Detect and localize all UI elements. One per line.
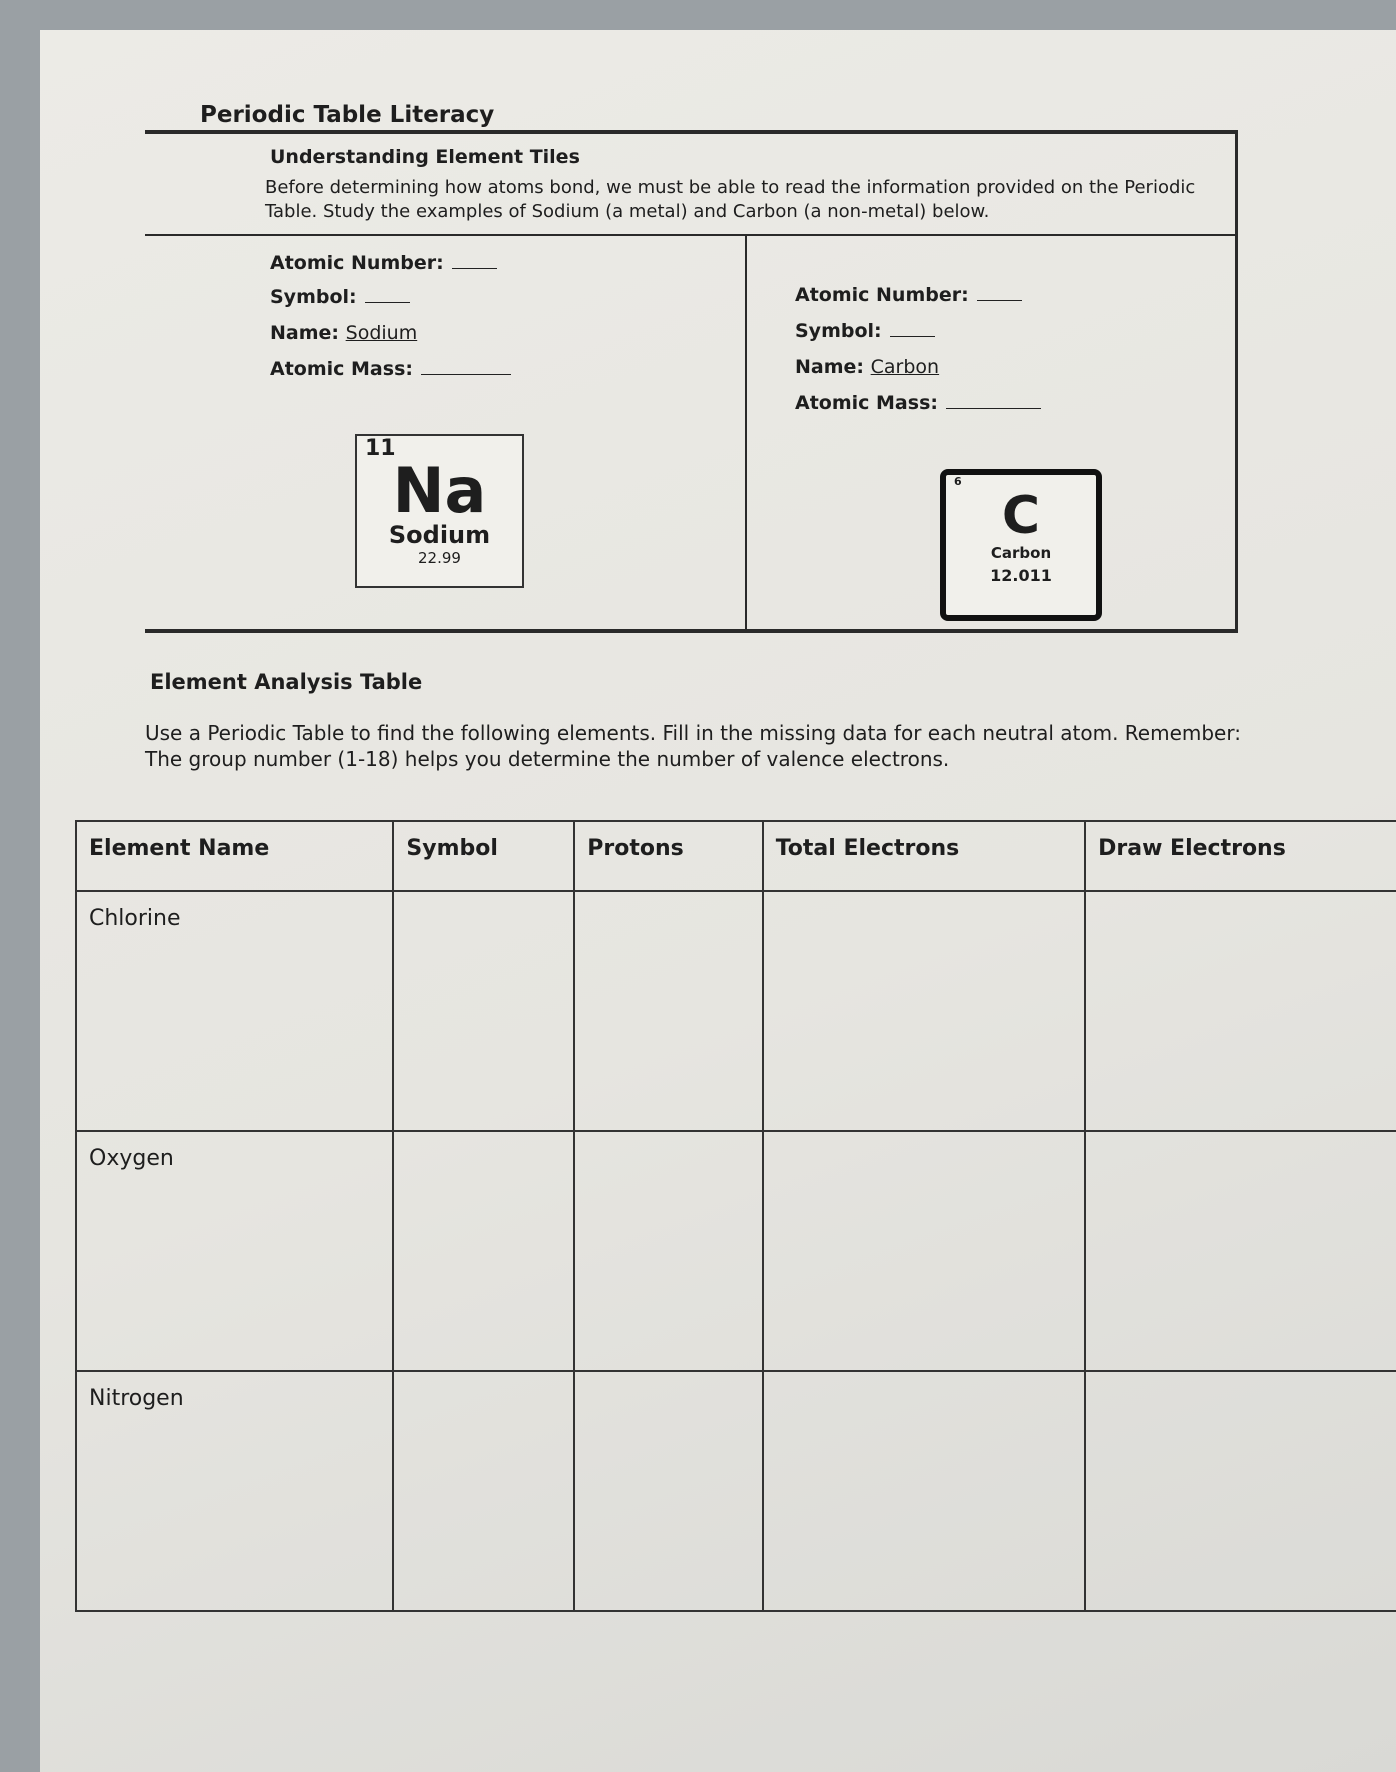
table-row xyxy=(76,891,1396,1131)
symbol-cell[interactable] xyxy=(393,891,574,1131)
label: Symbol: xyxy=(795,320,882,342)
element-symbol: Na xyxy=(392,454,487,527)
carbon-atomic-number-field[interactable] xyxy=(795,284,1022,306)
label: Atomic Number: xyxy=(270,252,444,274)
instructions-text: Use a Periodic Table to find the following elements. Fill in the missing data for each neutral atom. Remember: The group number (1-18) helps you determine the number of valence electrons. xyxy=(145,721,1241,771)
symbol-cell[interactable] xyxy=(393,1131,574,1371)
label: Atomic Number: xyxy=(795,284,969,306)
table-row xyxy=(76,1131,1396,1371)
carbon-element-tile xyxy=(940,469,1102,621)
protons-cell[interactable] xyxy=(574,891,762,1131)
symbol-cell[interactable] xyxy=(393,1371,574,1611)
worksheet-page xyxy=(40,30,1396,1772)
draw-electrons-cell[interactable] xyxy=(1085,1131,1396,1371)
column-header: Draw Electrons xyxy=(1085,821,1396,891)
intro-text: Before determining how atoms bond, we must be able to read the information provided on the Periodic Table. Study the examples of Sodium (a metal) and Carbon (a non-metal) below. xyxy=(265,177,1196,222)
element-name: Carbon xyxy=(990,544,1052,562)
atomic-number: 6 xyxy=(954,475,962,488)
column-header: Protons xyxy=(574,821,762,891)
blank[interactable] xyxy=(365,302,410,303)
blank[interactable] xyxy=(946,408,1041,409)
element-name: Sodium xyxy=(388,521,491,549)
sodium-atomic-number-field[interactable] xyxy=(270,252,497,274)
element-name-cell: Chlorine xyxy=(76,891,393,1131)
divider xyxy=(745,234,747,629)
carbon-name-field xyxy=(795,356,939,378)
value: Carbon xyxy=(870,356,940,378)
table-header-row xyxy=(76,821,1396,891)
blank[interactable] xyxy=(890,336,935,337)
column-header: Element Name xyxy=(76,821,393,891)
blank[interactable] xyxy=(452,268,497,269)
element-tiles-section xyxy=(145,130,1238,633)
label: Atomic Mass: xyxy=(795,392,938,414)
element-analysis-table xyxy=(75,820,1396,1612)
carbon-mass-field[interactable] xyxy=(795,392,1041,414)
section-heading: Element Analysis Table xyxy=(150,670,423,694)
blank[interactable] xyxy=(977,300,1022,301)
sodium-element-tile xyxy=(355,434,524,588)
label: Atomic Mass: xyxy=(270,358,413,380)
column-header: Symbol xyxy=(393,821,574,891)
sodium-symbol-field[interactable] xyxy=(270,286,410,308)
page-title: Periodic Table Literacy xyxy=(200,102,495,128)
element-symbol: C xyxy=(1001,486,1041,546)
sodium-mass-field[interactable] xyxy=(270,358,511,380)
protons-cell[interactable] xyxy=(574,1131,762,1371)
divider xyxy=(145,234,1235,236)
protons-cell[interactable] xyxy=(574,1371,762,1611)
value: Sodium xyxy=(345,322,418,344)
draw-electrons-cell[interactable] xyxy=(1085,891,1396,1131)
total-electrons-cell[interactable] xyxy=(763,1131,1085,1371)
section-heading: Understanding Element Tiles xyxy=(270,146,580,168)
element-name-cell: Nitrogen xyxy=(76,1371,393,1611)
label: Symbol: xyxy=(270,286,357,308)
element-name-cell: Oxygen xyxy=(76,1131,393,1371)
label: Name: xyxy=(795,356,865,378)
blank[interactable] xyxy=(421,374,511,375)
atomic-number: 11 xyxy=(365,436,396,461)
label: Name: xyxy=(270,322,340,344)
sodium-name-field xyxy=(270,322,417,344)
atomic-mass: 12.011 xyxy=(990,566,1052,585)
table-row xyxy=(76,1371,1396,1611)
atomic-mass: 22.99 xyxy=(418,549,461,567)
draw-electrons-cell[interactable] xyxy=(1085,1371,1396,1611)
total-electrons-cell[interactable] xyxy=(763,1371,1085,1611)
column-header: Total Electrons xyxy=(763,821,1085,891)
total-electrons-cell[interactable] xyxy=(763,891,1085,1131)
carbon-symbol-field[interactable] xyxy=(795,320,935,342)
